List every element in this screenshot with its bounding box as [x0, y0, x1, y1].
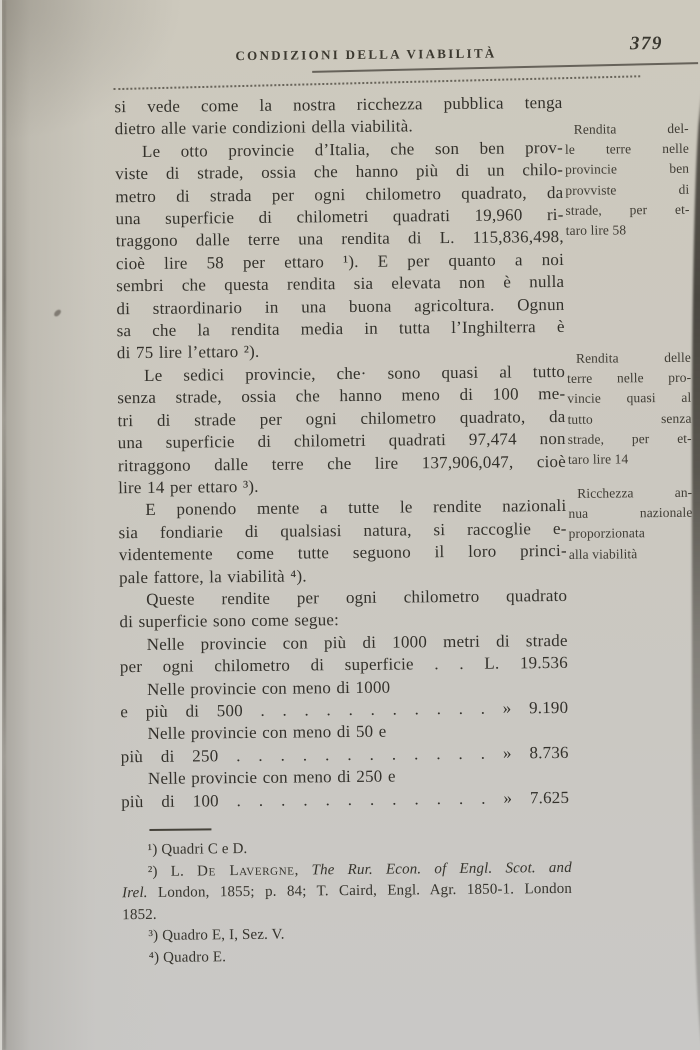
- margin-note-line: provviste di: [565, 181, 690, 198]
- body-text-line: viste di strade, ossia che hanno più di un chilo-: [115, 160, 564, 184]
- margin-note-line: provincie ben: [565, 161, 690, 178]
- body-text-line: e più di 500 . . . . . . . . . . . » 9.190: [120, 697, 569, 722]
- footnote-line-6: [123, 944, 573, 970]
- body-text-line: una superficie di chilometri quadrati 97,474 non: [117, 429, 566, 453]
- page-number: 379: [629, 32, 664, 55]
- running-head-title: CONDIZIONI DELLA VIABILITÀ: [235, 45, 497, 64]
- margin-note-line: alla viabilità: [568, 545, 638, 562]
- body-text-line: una superficie di chilometri quadrati 19,960 ri-: [115, 204, 564, 229]
- footnote-text: ¹) Quadri C e D.: [147, 841, 248, 858]
- margin-note-line: nua nazionale: [568, 504, 693, 522]
- footnote-author-smallcaps: De Lavergne: [197, 862, 295, 880]
- margin-note-line: Ricchezza an-: [577, 484, 693, 501]
- body-text-line: Queste rendite per ogni chilometro quadrato: [146, 585, 568, 609]
- footnote-separator: [149, 828, 211, 830]
- footnote-text: 1852.: [122, 906, 157, 923]
- margin-note-line: Rendita del-: [573, 120, 689, 137]
- margin-note-ricchezza: [568, 483, 693, 565]
- body-text-line: si vede come la nostra ricchezza pubblica tenga: [114, 92, 563, 117]
- body-text-column: [114, 92, 569, 813]
- margin-note-line: proporzionata: [568, 525, 645, 542]
- body-text-line: cioè lire 58 per ettaro ¹). E per quanto a noi: [115, 249, 565, 274]
- header-dotted-rule: [113, 75, 640, 90]
- margin-note-line: taro lire 58: [565, 222, 627, 238]
- body-text-line: tri di strade per ogni chilometro quadrato, da: [117, 406, 566, 430]
- body-text-line: sa che la rendita media in tutta l’Inghilterra è: [116, 316, 565, 341]
- margin-note-line: taro lire 14: [567, 451, 629, 467]
- body-text-line: Nelle provincie con meno di 50 e: [147, 722, 387, 744]
- margin-note-rendita-58: [565, 119, 690, 241]
- body-text-line: E ponendo mente a tutte le rendite nazionali: [145, 496, 567, 520]
- margin-note-rendita-14: [567, 348, 692, 470]
- footnotes-block: [122, 836, 573, 970]
- footnote-text: ⁴) Quadro E.: [148, 949, 227, 966]
- margin-note-line: strade, per et-: [567, 430, 692, 447]
- footnote-title-italic: Irel.: [121, 885, 148, 902]
- body-text-line: Nelle provincie con meno di 250 e: [147, 766, 396, 789]
- footnote-text: ³) Quadro E, I, Sez. V.: [148, 927, 285, 945]
- footnote-text: ,: [294, 861, 312, 879]
- body-text-line: senza strade, ossia che hanno meno di 100 me-: [117, 384, 566, 408]
- body-text-line: di superficie sono come segue:: [119, 610, 340, 632]
- body-text-line: più di 100 . . . . . . . . . . . . » 7.625: [121, 787, 570, 811]
- body-text-line: di 75 lire l’ettaro ²).: [116, 342, 260, 363]
- body-text-line: Le otto provincie d’Italia, che son ben prov-: [141, 137, 564, 161]
- body-text-line: sembri che questa rendita sia elevata non è nulla: [116, 272, 565, 296]
- body-text-line: dietro alle varie condizioni della viabilità.: [114, 116, 413, 139]
- body-text-line: videntemente come tutte seguono il loro princi-: [118, 541, 567, 565]
- body-text-line: di straordinario in una buona agricoltura. Ognun: [116, 294, 565, 318]
- body-text-line: pale fattore, la viabilità ⁴).: [118, 565, 307, 587]
- body-text-line: lire 14 per ettaro ³).: [118, 476, 259, 498]
- body-text-line: Nelle provincie con meno di 1000: [147, 677, 391, 699]
- body-text-line: metro di strada per ogni chilometro quadrato, da: [115, 182, 564, 206]
- body-text-line: più di 250 . . . . . . . . . . . . » 8.736: [120, 742, 569, 766]
- footnote-line-3: [122, 879, 572, 905]
- margin-note-line: tutto senza: [567, 410, 692, 427]
- margin-note-line: strade, per et-: [565, 201, 690, 218]
- margin-note-line: le terre nelle: [564, 140, 690, 158]
- footnote-text: ²) L.: [147, 863, 198, 880]
- body-text-line: sia fondiarie di qualsiasi natura, si raccoglie e-: [118, 518, 567, 542]
- header-rule: [312, 62, 698, 73]
- body-text-line: Le sedici provincie, che· sono quasi al tutto: [143, 361, 566, 385]
- body-text-line: ritraggono dalle terre che lire 137,906,047, cioè: [117, 451, 567, 475]
- body-text-line: traggono dalle terre una rendita di L. 115,836,498,: [115, 227, 564, 251]
- footnote-title-italic: The Rur. Econ. of Engl. Scot. and: [311, 859, 572, 878]
- body-text-line: Nelle provincie con più di 1000 metri di strade: [146, 630, 568, 654]
- margin-note-line: Rendita delle: [575, 349, 692, 366]
- margin-note-line: vincie quasi al: [567, 390, 692, 407]
- footnote-text: London, 1855; p. 84; T. Caird, Engl. Agr. 1850-1. London: [147, 881, 573, 902]
- margin-note-line: terre nelle pro-: [567, 369, 692, 387]
- body-text-line: per ogni chilometro di superficie . . L. 19.536: [119, 653, 568, 677]
